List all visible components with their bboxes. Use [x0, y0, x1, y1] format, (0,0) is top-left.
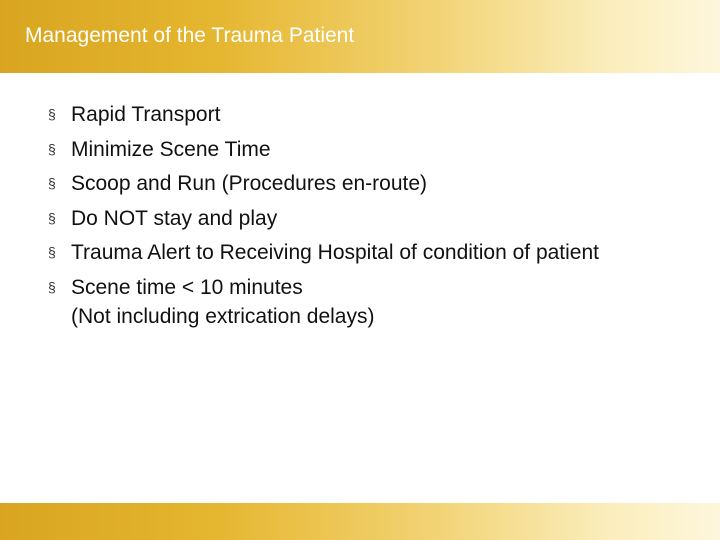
bullet-continuation-text: (Not including extrication delays): [71, 304, 375, 328]
bullet-marker-icon: §: [48, 278, 56, 295]
bullet-marker-icon: §: [48, 106, 56, 122]
bullet-text: Scoop and Run (Procedures en-route): [71, 172, 428, 196]
bullet-marker-icon: §: [48, 209, 56, 226]
bullet-marker-icon: §: [48, 175, 56, 192]
title-banner: [0, 0, 720, 73]
slide-title: Management of the Trauma Patient: [25, 24, 355, 47]
bullet-marker-icon: §: [48, 244, 56, 261]
bullet-marker-icon: §: [48, 140, 56, 157]
bullet-text: Do NOT stay and play: [71, 206, 278, 230]
bullet-text: Rapid Transport: [71, 103, 221, 126]
bullet-text: Scene time < 10 minutes: [71, 275, 303, 299]
bullet-text: Trauma Alert to Receiving Hospital of condition of patient: [71, 241, 600, 265]
footer-banner: [0, 503, 720, 540]
bullet-text: Minimize Scene Time: [71, 137, 271, 161]
